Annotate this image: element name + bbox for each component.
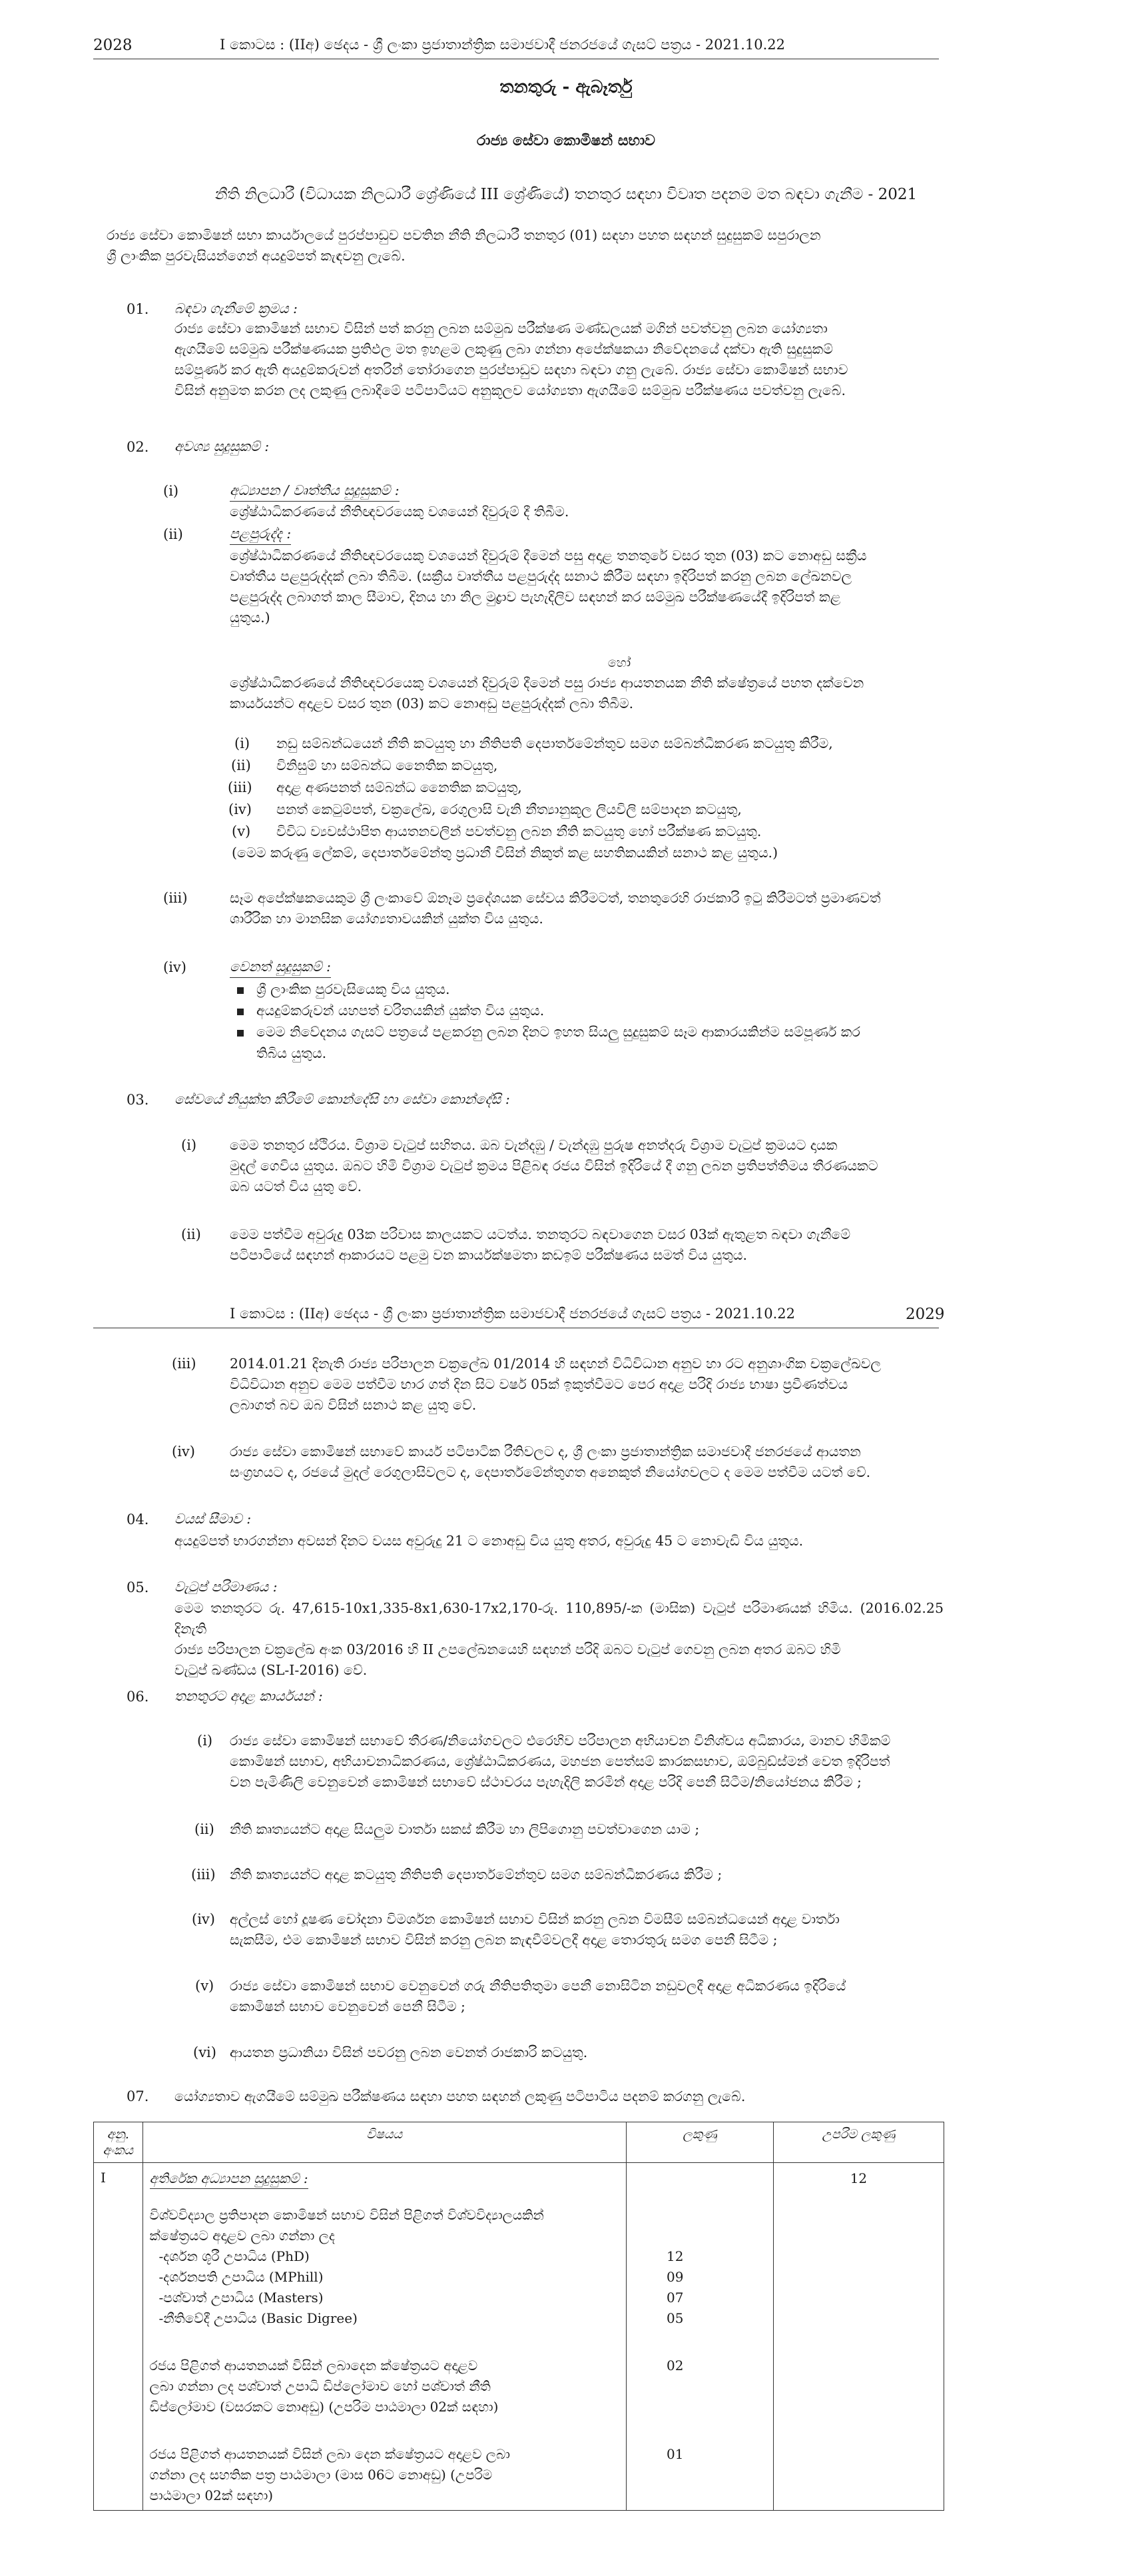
running-head: I කොටස : (IIඅ) ඡෙදය - ශ්‍රී ලංකා ප්‍රජාතාන්ත්‍රික සමාජවාදී ජනරජයේ ගැසට් පත්‍රය - 2021.10.22	[230, 1306, 796, 1322]
s03-i-line: මෙම තනතුර ස්ථිරය. විශ්‍රාම වැටුප් සහිතය. ඔබ වැන්දඹු / වැන්දඹු පුරුෂ අනත්දරු විශ්‍රාම වැටුප් ක්‍රමයට දායක	[230, 1137, 838, 1153]
certificate-line: රජය පිළිගත් ආයතනයක් විසින් ලබා දෙන ක්ෂේත්‍රයට අදාළව ලබා	[149, 2446, 510, 2462]
item-text: ශ්‍රේෂ්ඨාධිකරණයේ නීතිඥවරයෙකු වශයෙන් දිවුරුම් දී තිබීම.	[230, 504, 569, 520]
salary-line: මෙම තනතුරට රු. 47,615-10x1,335-8x1,630-17x2,170-රු. 110,895/-ක (මාසික) වැටුප් පරිමාණයක් හිමිය. (2016.02.25 දිනැති	[174, 1600, 944, 1637]
section-number: 04.	[127, 1511, 149, 1527]
duty-text: නඩු සම්බන්ධයෙන් නීති කටයුතු හා නීතිපති දෙපාර්තමේන්තුව සමග සම්බන්ධීකරණ කටයුතු කිරීම,	[276, 735, 833, 751]
item-number: (iv)	[163, 959, 186, 975]
post-duty: නීති කෘත්‍යයන්ට අදාළ සියලුම වාර්තා සකස් කිරීම හා ලිපිගොනු පවත්වාගෙන යාම ;	[230, 1821, 700, 1837]
s03-i-text	[230, 1135, 944, 1197]
col-header-subject: විෂයය	[142, 2122, 626, 2163]
salary-line: වැටුප් ඛණ්ඩය (SL-I-2016) වේ.	[174, 1662, 368, 1678]
post-duty-line: රාජ්‍ය සේවා කොමිෂන් සභාවේ තීරණ/නියෝගවලට එරෙහිව පරිපාලන අභියාචන විනිශ්චය අධිකාරය, මානව හිමිකම්	[230, 1733, 891, 1749]
exp-line: යුතුය.)	[230, 610, 270, 626]
duties-note: (මෙම කරුණු ලේකම්, දෙපාර්තමේන්තු ප්‍රධානී විසින් නිකුත් කළ සහතිකයකින් සනාථ කළ යුතුය.)	[232, 845, 778, 861]
s03-iv-line: රාජ්‍ය සේවා කොමිෂන් සභාවේ කාර්ය පටිපාටික රීතිවලට ද, ශ්‍රී ලංකා ප්‍රජාතාන්ත්‍රික සමාජවාදී ජනරජයේ ආයතන	[230, 1444, 861, 1460]
item-number: (ii)	[181, 1226, 201, 1242]
s03-iii-text	[230, 1354, 944, 1416]
section-number: 02.	[127, 439, 149, 455]
post-duty-line: අල්ලස් හෝ දූෂණ චෝදනා විමර්ශන කොමිෂන් සභාව විසින් කරනු ලබන විමසීම් සම්බන්ධයෙන් අදාළ වාර්තා	[230, 1911, 840, 1927]
section-heading: වයස් සීමාව :	[174, 1511, 252, 1527]
running-head: I කොටස : (IIඅ) ඡෙදය - ශ්‍රී ලංකා ප්‍රජාතාන්ත්‍රික සමාජවාදී ජනරජයේ ගැසට් පත්‍රය - 2021.10.22	[220, 37, 786, 53]
certificate-line: ගන්නා ලද සහතික පත්‍ර පාඨමාලා (මාස 06ට නොඅඩු) (උපරිම	[149, 2467, 493, 2483]
intro-paragraph	[107, 225, 946, 266]
item-number: (i)	[163, 483, 179, 499]
notice-title: නීති නිලධාරී (විධායක නිලධාරී ශ්‍රේණියේ III ශ්‍රේණියේ) තනතුර සඳහා විවෘත පදනම මත බඳවා ගැනීම - 2021	[214, 186, 918, 203]
alt-line: කාර්යයන්ට අදාළව වසර තුන (03) කට නොඅඩු පළපුරුද්දක් ලබා තිබීම.	[230, 695, 634, 711]
duty-number: (i)	[234, 735, 250, 751]
item-number: (ii)	[163, 526, 183, 542]
s01-body	[174, 318, 944, 401]
certificate-line: පාඨමාලා 02ක් සඳහා)	[149, 2487, 274, 2503]
s03-ii-line: පටිපාටියේ සඳහන් ආකාරයට පළමු වන කාර්යක්ෂමතා කඩඉම් පරීක්ෂණය සමත් විය යුතුය.	[230, 1247, 747, 1263]
uni-intro-line: ක්ෂේත්‍රයට අදාළව ලබා ගන්නා ලද	[149, 2228, 335, 2244]
age-limit-text: අයදුම්පත් භාරගන්නා අවසන් දිනට වයස අවුරුදු 21 ට නොඅඩු විය යුතු අතර, අවුරුදු 45 ට නොවැඩි විය යුතුය.	[174, 1533, 804, 1549]
max-marks-cell	[773, 2163, 944, 2511]
section-number: 05.	[127, 1579, 149, 1595]
other-qual: මෙම නිවේදනය ගැසට් පත්‍රයේ පළකරනු ලබන දිනට ඉහත සියලු සුදුසුකම් සෑම ආකාරයකින්ම සම්පූර්ණ කර	[256, 1024, 860, 1040]
item-number: (iii)	[163, 890, 188, 906]
intro-line: ශ්‍රී ලාංකික පුරවැසියන්ගෙන් අයදුම්පත් කැඳවනු ලැබේ.	[107, 248, 406, 264]
item-heading: අධ්‍යාපන / වෘත්තීය සුදුසුකම් :	[230, 481, 400, 502]
row-number: I	[94, 2163, 143, 2511]
section-heading: වැටුප් පරිමාණය :	[174, 1579, 278, 1595]
degree-label: -නීතිවේදී උපාධිය (Basic Digree)	[158, 2310, 358, 2326]
salary-text	[174, 1598, 944, 1681]
duty-number: (iii)	[228, 779, 252, 795]
page-header-2028	[0, 35, 1132, 61]
section-number: 06.	[127, 1689, 149, 1705]
s03-iii-line: ලබාගත් බව ඔබ විසින් සනාථ කළ යුතු වේ.	[230, 1397, 477, 1413]
col-header-max-marks: උපරිම ලකුණු	[773, 2122, 944, 2163]
marks-table	[93, 2122, 944, 2511]
pg-diploma-marks: 02	[667, 2358, 684, 2373]
post-duty	[230, 1909, 944, 1950]
item-number: (iii)	[172, 1356, 196, 1372]
marks-intro: යෝග්‍යතාව ඇගයීමේ සම්මුඛ පරීක්ෂණය සඳහා පහත සඳහන් ලකුණු පටිපාටිය පදනම් කරගනු ලැබේ.	[174, 2088, 746, 2104]
page-header-2029	[0, 1304, 1132, 1330]
degree-label: -පශ්චාත් උපාධිය (Masters)	[158, 2290, 324, 2306]
s03-iv-text	[230, 1442, 944, 1483]
s03-iv-line: සංග්‍රහයට ද, රජයේ මුදල් රෙගුලාසිවලට ද, දෙපාර්තමේන්තුගත අනෙකුත් නියෝගවලට ද මෙම පත්වීම යටත් වේ.	[230, 1464, 871, 1480]
s03-iii-line: විධිවිධාන අනුව මෙම පත්වීම භාර ගත් දින සිට වර්ෂ 05ක් ඉකුත්වීමට පෙර අදාළ පරිදි රාජ්‍ය භාෂා ප්‍රවීණත්වය	[230, 1376, 848, 1392]
fitness-line: ශාරීරික හා මානසික යෝග්‍යතාවයකින් යුක්ත විය යුතුය.	[230, 911, 543, 927]
degree-marks: 05	[667, 2310, 684, 2326]
s03-i-line: මුදල් ගෙවිය යුතුය. ඔබට හිමි විශ්‍රාම වැටුප් ක්‍රමය පිළිබඳ රජය විසින් ඉදිරියේ දී ගනු ලබන ප්‍රතිපත්තිමය තීරණයකට	[230, 1158, 878, 1174]
degree-marks: 12	[667, 2248, 684, 2264]
experience-text	[230, 546, 944, 628]
other-qual-cont: තිබිය යුතුය.	[256, 1045, 327, 1061]
section-number: 07.	[127, 2088, 149, 2104]
certificate-marks: 01	[667, 2446, 684, 2462]
page-number: 2029	[906, 1306, 945, 1323]
section-number: 03.	[127, 1092, 149, 1108]
pg-diploma-line: රජය පිළිගත් ආයතනයක් විසින් ලබාදෙන ක්ෂේත්‍රයට අදාළව	[149, 2358, 478, 2373]
post-duty-line: සැකසීම, එම කොමිෂන් සභාව විසින් කරනු ලබන කැඳවීම්වලදී අදාළ තොරතුරු සමග පෙනී සිටීම ;	[230, 1932, 778, 1948]
duty-text: විවිධ ව්‍යවස්ථාපිත ආයතනවලින් පවත්වනු ලබන නීති කටයුතු හෝ පරීක්ෂණ කටයුතු.	[276, 823, 762, 839]
s01-line: විසින් අනුමත කරන ලද ලකුණු ලබාදීමේ පටිපාටියට අනුකූලව යෝග්‍යතා ඇගයීමේ සම්මුඛ පරීක්ෂණය පවත්වනු ලැබේ.	[174, 382, 846, 398]
salary-line: රාජ්‍ය පරිපාලන චක්‍රලේඛ අංක 03/2016 හි II උපලේඛනයෙහි සඳහන් පරිදි ඔබට වැටුප් ගෙවනු ලබන අතර ඔබට හිමි	[174, 1641, 841, 1657]
item-heading: පළපුරුද්ද :	[230, 524, 291, 545]
section-heading: තනතුරට අදාළ කාර්යයන් :	[174, 1688, 323, 1704]
degree-marks: 07	[667, 2290, 684, 2306]
item-number: (i)	[181, 1137, 197, 1153]
duty-number: (iii)	[191, 1867, 216, 1883]
page-number: 2028	[93, 37, 133, 54]
duty-number: (iv)	[228, 801, 252, 817]
duty-number: (ii)	[194, 1821, 214, 1837]
alt-line: ශ්‍රේෂ්ඨාධිකරණයේ නීතිඥවරයෙකු වශයෙන් දිවුරුම් දීමෙන් පසු රාජ්‍ය ආයතනයක නීති ක්ෂේත්‍රයේ පහත දක්වෙන	[230, 675, 864, 691]
post-duty: නීති කෘත්‍යයන්ට අදාළ කටයුතු නීතිපති දෙපාර්තමේන්තුව සමග සම්බන්ධීකරණය කිරීම ;	[230, 1867, 722, 1883]
section-number: 01.	[127, 301, 149, 317]
commission-title: රාජ්‍ය සේවා කොමිෂන් සභාව	[476, 132, 656, 149]
col-header-serial: අනු. අංකය	[94, 2122, 143, 2163]
duty-number: (v)	[232, 823, 251, 839]
duty-number: (iv)	[192, 1911, 215, 1927]
post-duty-line: කොමිෂන් සභාව වෙනුවෙන් පෙනී සිටීම ;	[230, 1998, 465, 2014]
exp-line: ශ්‍රේෂ්ඨාධිකරණයේ නීතිඥවරයෙකු වශයෙන් දිවුරුම් දීමෙන් පසු අදාළ තනතුරේ වසර තුන (03) කට නොඅඩු සක්‍රීය	[230, 548, 867, 564]
bullet-icon	[237, 1009, 244, 1015]
col-header-marks: ලකුණු	[627, 2122, 774, 2163]
s01-line: සම්පූර්ණ කර ඇති අයදුම්කරුවන් අතරින් තෝරාගෙන පුරප්පාඩුව සඳහා බඳවා ගනු ලැබේ. රාජ්‍ය සේවා කොමිෂන් සභාව	[174, 362, 848, 378]
other-qual: ශ්‍රී ලාංකික පුරවැසියෙකු විය යුතුය.	[256, 981, 450, 997]
fitness-text	[230, 888, 944, 929]
s03-iii-line: 2014.01.21 දිනැති රාජ්‍ය පරිපාලන චක්‍රලේඛ 01/2014 හි සඳහන් විධිවිධාන අනුව හා රට අනුශාංගික චක්‍රලේඛවල	[230, 1356, 881, 1372]
pg-diploma-line: ලබා ගන්නා ලද පශ්චාත් උපාධි ඩිප්ලෝමාව හෝ පශ්චාත් නීති	[149, 2378, 491, 2394]
post-duty	[230, 1976, 944, 2017]
duty-number: (v)	[195, 1978, 214, 1994]
subject-cell	[142, 2163, 626, 2511]
table-row	[94, 2163, 944, 2511]
degree-label: -දර්ශන ශූරී උපාධිය (PhD)	[158, 2248, 310, 2264]
bullet-icon	[237, 987, 244, 994]
s01-line: ඇගයීමේ සම්මුඛ පරීක්ෂණයක ප්‍රතිඵල මත ඉහළම ලකුණු ලබා ගන්නා අපේක්ෂකයා නිවේදනයේ දක්වා ඇති සුදුසුකම්	[174, 341, 834, 357]
s01-line: රාජ්‍ය සේවා කොමිෂන් සභාව විසින් පත් කරනු ලබන සම්මුඛ පරීක්ෂණ මණ්ඩලයක් මගින් පවත්වනු ලබන යෝග්‍යතා	[174, 320, 828, 336]
section-title: තනතුරු - ඇබෑර්තු	[499, 77, 633, 97]
row-heading: අතිරේක අධ්‍යාපන සුදුසුකම් :	[150, 2168, 308, 2189]
duty-text: විනිසුම් හා සම්බන්ධ නෛතික කටයුතු,	[276, 757, 498, 773]
section-heading: සේවයේ නියුක්ත කිරීමේ කොන්දේසි හා සේවා කොන්දේසි :	[174, 1091, 510, 1107]
section-heading: බඳවා ගැනීමේ ක්‍රමය :	[174, 300, 298, 316]
exp-line: වෘත්තීය පළපුරුද්දක් ලබා තිබීම. (සක්‍රීය වෘත්තීය පළපුරුද්ද සනාථ කිරීම සඳහා ඉදිරිපත් කරනු ලබන ලේඛනවල	[230, 568, 852, 584]
max-marks: 12	[850, 2170, 868, 2186]
post-duty-line: වන පැමිණිලි වෙනුවෙන් කොමිෂන් සභාවේ ස්ථාවරය පැහැදිලි කරමින් අදාළ පරිදි පෙනී සිටීම/නියෝජනය කිරීම ;	[230, 1774, 862, 1790]
post-duty-line: කොමිෂන් සභාව, අභියාචනාධිකරණය, ශ්‍රේෂ්ඨාධිකරණය, මහජන පෙත්සම් කාරකසභාව, ඔම්බුඩ්ස්මන් වෙත ඉදිරිපත්	[230, 1753, 890, 1769]
exp-line: පළපුරුද්ද ලබාගත් කාල සීමාව, දිනය හා නිල මුද්‍රාව පැහැදිලිව සඳහන් කර සම්මුඛ පරීක්ෂණයේදී ඉදිරිපත් කළ	[230, 589, 841, 605]
item-heading: වෙනත් සුදුසුකම් :	[230, 957, 331, 978]
degree-marks: 09	[667, 2269, 684, 2285]
s03-i-line: ඔබ යටත් විය යුතු වේ.	[230, 1178, 362, 1194]
duty-number: (vi)	[193, 2044, 216, 2060]
duty-number: (ii)	[231, 757, 251, 773]
duty-number: (i)	[197, 1733, 213, 1749]
fitness-line: සෑම අපේක්ෂකයෙකුම ශ්‍රී ලංකාවේ ඕනෑම ප්‍රදේශයක සේවය කිරීමටත්, තනතුරෙහි රාජකාරි ඉටු කිරීමටත් ප්‍රමාණවත්	[230, 890, 881, 906]
s03-ii-text	[230, 1224, 944, 1266]
other-qual: අයදුම්කරුවන් යහපත් චරිතයකින් යුක්ත විය යුතුය.	[256, 1003, 545, 1019]
alt-experience-text	[230, 673, 944, 714]
duty-text: අදාළ අණපනත් සම්බන්ධ නෛතික කටයුතු,	[276, 779, 522, 795]
intro-line: රාජ්‍ය සේවා කොමිෂන් සභා කාර්යාලයේ පුරප්පාඩුව පවතින නීති නිලධාරී තනතුර (01) සඳහා පහත සඳහන් සුදුසුකම් සපුරාලන	[107, 227, 821, 243]
bullet-icon	[237, 1030, 244, 1037]
or-label: හෝ	[607, 655, 631, 670]
pg-diploma-line: ඩිප්ලෝමාව (වසරකට නොඅඩු) (උපරිම පාඨමාලා 02ක් සඳහා)	[149, 2399, 499, 2415]
degree-label: -දර්ශනපති උපාධිය (MPhill)	[158, 2269, 324, 2285]
post-duty-line: රාජ්‍ය සේවා කොමිෂන් සභාව වෙනුවෙන් ගරු නීතිපතිතුමා පෙනී නොසිටින නඩුවලදී අදාළ අධිකරණය ඉදිරියේ	[230, 1978, 846, 1994]
post-duty: ආයතන ප්‍රධානියා විසින් පවරනු ලබන වෙනත් රාජකාරි කටයුතු.	[230, 2044, 588, 2060]
marks-cell	[627, 2163, 774, 2511]
duty-text: පනත් කෙටුම්පත්, චක්‍රලේඛ, රෙගුලාසි වැනි නීත්‍යානුකූල ලියවිලි සම්පාදන කටයුතු,	[276, 801, 742, 817]
post-duty	[230, 1731, 944, 1793]
section-heading: අවශ්‍ය සුදුසුකම් :	[174, 438, 270, 454]
table-header-row	[94, 2122, 944, 2163]
item-number: (iv)	[172, 1444, 195, 1460]
uni-intro-line: විශ්වවිද්‍යාල ප්‍රතිපාදන කොමිෂන් සභාව විසින් පිළිගත් විශ්වවිද්‍යාලයකින්	[149, 2207, 544, 2223]
s03-ii-line: මෙම පත්වීම අවුරුදු 03ක පරිවාස කාලයකට යටත්ය. තනතුරට බඳවාගෙන වසර 03ක් ඇතුළත බඳවා ගැනීමේ	[230, 1226, 851, 1242]
